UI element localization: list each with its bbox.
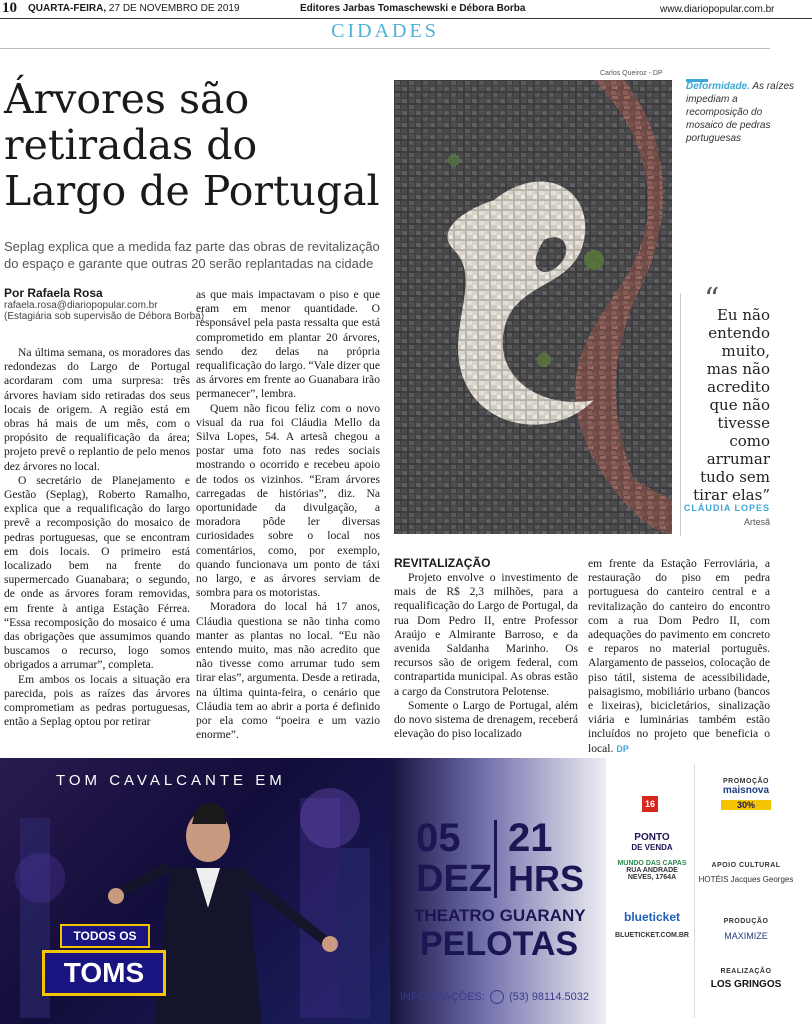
byline: Por Rafaela Rosa xyxy=(4,286,103,300)
photo-caption xyxy=(686,80,796,145)
store-address-1: RUA ANDRADE xyxy=(626,867,678,874)
ad-hour-unit: HRS xyxy=(508,858,585,899)
ad-city: PELOTAS xyxy=(420,925,579,963)
blueticket-logo: blueticket xyxy=(623,910,680,924)
issue-date-text: 27 DE NOVEMBRO DE 2019 xyxy=(108,3,240,14)
mosaic-pavement-image xyxy=(394,80,672,534)
ad-info-phone[interactable]: (53) 98114.5032 xyxy=(509,990,589,1003)
paragraph: O secretário de Planejamento e Gestão (Seplag), Roberto Ramalho, explica que a requalificação do largo prevê a recomposição do mosaico de pedras portuguesas, que se encontram em dois locais. O primeiro está localizado bem na frente do supermercado Guanabara; o segundo, de onde as árvores foram removidas, em frente à antiga Estação Férrea. “Essa recomposição do mosaico é uma das obrigações que assumimos quando buscamos o recurso, logo somos obrigados a arrumar”, completa. xyxy=(4,473,190,672)
ad-stage-panel xyxy=(0,758,390,1024)
store-logo: MUNDO DAS CAPAS xyxy=(617,860,687,867)
article-column-2 xyxy=(196,288,380,743)
ad-date-divider xyxy=(494,820,497,898)
photo-credit: Carlos Queiroz - DP xyxy=(600,70,663,77)
ticket-url[interactable]: BLUETICKET.COM.BR xyxy=(615,932,689,939)
issue-weekday: QUARTA-FEIRA, xyxy=(28,3,107,14)
headline-line: Árvores são xyxy=(4,75,250,123)
realization-label: REALIZAÇÃO xyxy=(720,968,772,975)
byline-note: (Estagiária sob supervisão de Débora Borba) xyxy=(4,311,205,322)
ad-hour: 21 xyxy=(508,816,553,860)
subheadline: Seplag explica que a medida faz parte das obras de revitalização do espaço e garante que outras 20 serão replantadas na cidade xyxy=(4,239,380,271)
paragraph: Projeto envolve o investimento de mais de R$ 2,3 milhões, para a requalificação do Largo de Portugal, da rua Dom Pedro II, entre Professor Araújo e Almirante Barroso, e da avenida Saldanha Marinho. Os recursos são de origem federal, com contrapartida municipal. As obras estão a cargo da Construtora Pelotense. xyxy=(394,571,578,698)
section-title: CIDADES xyxy=(331,20,439,42)
pos-label: PONTO xyxy=(634,832,670,843)
maisnova-logo: maisnova xyxy=(722,785,770,796)
quote-mark-icon: “ xyxy=(704,282,720,317)
paragraph-text: em frente da Estação Ferroviária, a restauração do piso em pedra portuguesa do canteiro central e a revitalização do canteiro do encontro com a rua Dom Pedro II, com adequações do pavimento em concreto e reparos no material português. Alargamento de passeios, colocação de piso tátil, sistema de acessibilidade, paisagismo, mobiliário urbano (bancos e lixeiras), bicicletários, sinalização viária e luminárias também estão incluídos no projeto que beneficia o local. xyxy=(588,557,770,755)
quote-author: CLÁUDIA LOPES xyxy=(683,503,770,513)
paragraph: Quem não ficou feliz com o novo visual da rua foi Cláudia Mello da Silva Lopes, 54. A artesã chegou a postar uma foto nas redes sociais mostrando o ocorrido e recebeu apoio de todos os vizinhos. “Eram árvores carregadas de histórias”, diz. Na oportunidade da divulgação, a moradora pôde ler diversas curiosidades sobre o local nos comentários, como, por exemplo, quando funcionava um ponto de táxi no largo, e as árvores serviam de sombra para os motoristas. xyxy=(196,401,380,600)
paragraph: Em ambos os locais a situação era parecida, pois as raízes das árvores comprometiam as pedras portuguesas, então a Seplag optou por retirar xyxy=(4,672,190,729)
pull-quote: Eu não entendo muito, mas não acredito que não tivesse como arrumar tudo sem tirar elas” xyxy=(693,306,770,504)
issue-date xyxy=(28,3,240,14)
ad-venue: THEATRO GUARANY xyxy=(414,906,586,925)
ad-show-title-top: TODOS OS xyxy=(60,924,150,948)
paragraph xyxy=(588,557,770,756)
header-rule xyxy=(0,18,812,19)
headline-line: retiradas do xyxy=(4,121,258,169)
ad-info-label: INFORMAÇÕES: xyxy=(400,990,485,1003)
support-block xyxy=(690,862,802,884)
ticket-block[interactable] xyxy=(612,910,692,939)
section-subtitle: REVITALIZAÇÃO xyxy=(394,556,491,570)
paragraph: Na última semana, os moradores das redondezas do Largo de Portugal acordaram com uma surpresa: três árvores haviam sido retiradas dos seus locais de origem. A região está em obras há mais de um mês, com o propósito de requalificação da área; projeto prevê o replantio de pelo menos dez árvores no local. xyxy=(4,346,190,473)
mosaic-photo xyxy=(394,80,672,534)
caption-lead: Deformidade. xyxy=(686,81,750,92)
ad-show-title-main: TOMS xyxy=(42,950,166,996)
end-mark: DP xyxy=(616,743,629,754)
headline xyxy=(4,76,394,214)
quote-author-role: Artesã xyxy=(743,517,770,527)
article-column-3 xyxy=(394,571,578,741)
editors-line: Editores Jarbas Tomaschewski e Débora Borba xyxy=(300,3,526,14)
paragraph: as que mais impactavam o piso e que eram em menor quantidade. O responsável pela pasta ressalta que está comprometido em plantar 20 árvores, sendo dez delas na própria requalificação do largo. “Vale dizer que as árvores em frente ao Guanabara irão permanecer”, lembra. xyxy=(196,288,380,401)
paragraph: Somente o Largo de Portugal, além do novo sistema de drenagem, receberá elevação do piso localizado xyxy=(394,698,578,741)
los-gringos-logo: LOS GRINGOS xyxy=(710,979,782,990)
age-rating-badge: 16 xyxy=(642,796,658,812)
store-address-2: NEVES, 1764A xyxy=(627,874,677,881)
support-label: APOIO CULTURAL xyxy=(711,862,781,869)
ad-month: DEZ xyxy=(416,858,492,900)
paragraph: Moradora do local há 17 anos, Cláudia questiona se não tinha como manter as plantas no local. “Eu não entendo muito, mas não acredito que não tivesse como arrumar tudo sem tirar elas”, argumenta. Desde a retirada, na última quinta-feira, o cenário que Cláudia tem ao abrir a porta é definido por ela como “poeira e um vazio enorme”. xyxy=(196,600,380,742)
promo-badge: 30% xyxy=(721,800,771,810)
whatsapp-icon xyxy=(490,990,504,1004)
quote-divider xyxy=(680,293,681,536)
promo-label: PROMOÇÃO xyxy=(723,778,769,785)
article-column-4 xyxy=(588,557,770,756)
ad-info xyxy=(400,990,589,1004)
author-email[interactable]: rafaela.rosa@diariopopular.com.br xyxy=(4,300,158,311)
headline-line: Largo de Portugal xyxy=(4,167,380,215)
show-advertisement[interactable] xyxy=(0,758,812,1024)
site-link[interactable]: www.diariopopular.com.br xyxy=(660,4,775,15)
article-column-1 xyxy=(4,346,190,729)
hoteis-logo: HOTÉIS Jacques Georges xyxy=(698,875,794,884)
ad-day: 05 xyxy=(416,816,461,860)
realization-block xyxy=(690,968,802,990)
maximize-logo: MAXIMIZE xyxy=(724,931,768,941)
ad-point-of-sale xyxy=(612,832,692,852)
store-block xyxy=(612,860,692,881)
production-block xyxy=(690,918,802,941)
pos-label-2: DE VENDA xyxy=(631,843,673,852)
promo-block xyxy=(690,778,802,810)
ad-tagline: TOM CAVALCANTE EM xyxy=(56,772,286,789)
production-label: PRODUÇÃO xyxy=(723,918,769,925)
section-rule xyxy=(0,48,770,49)
page-number: 10 xyxy=(2,0,17,16)
caption-text: As raízes impediam a recomposição do mosaico de pedras portuguesas xyxy=(686,81,795,144)
